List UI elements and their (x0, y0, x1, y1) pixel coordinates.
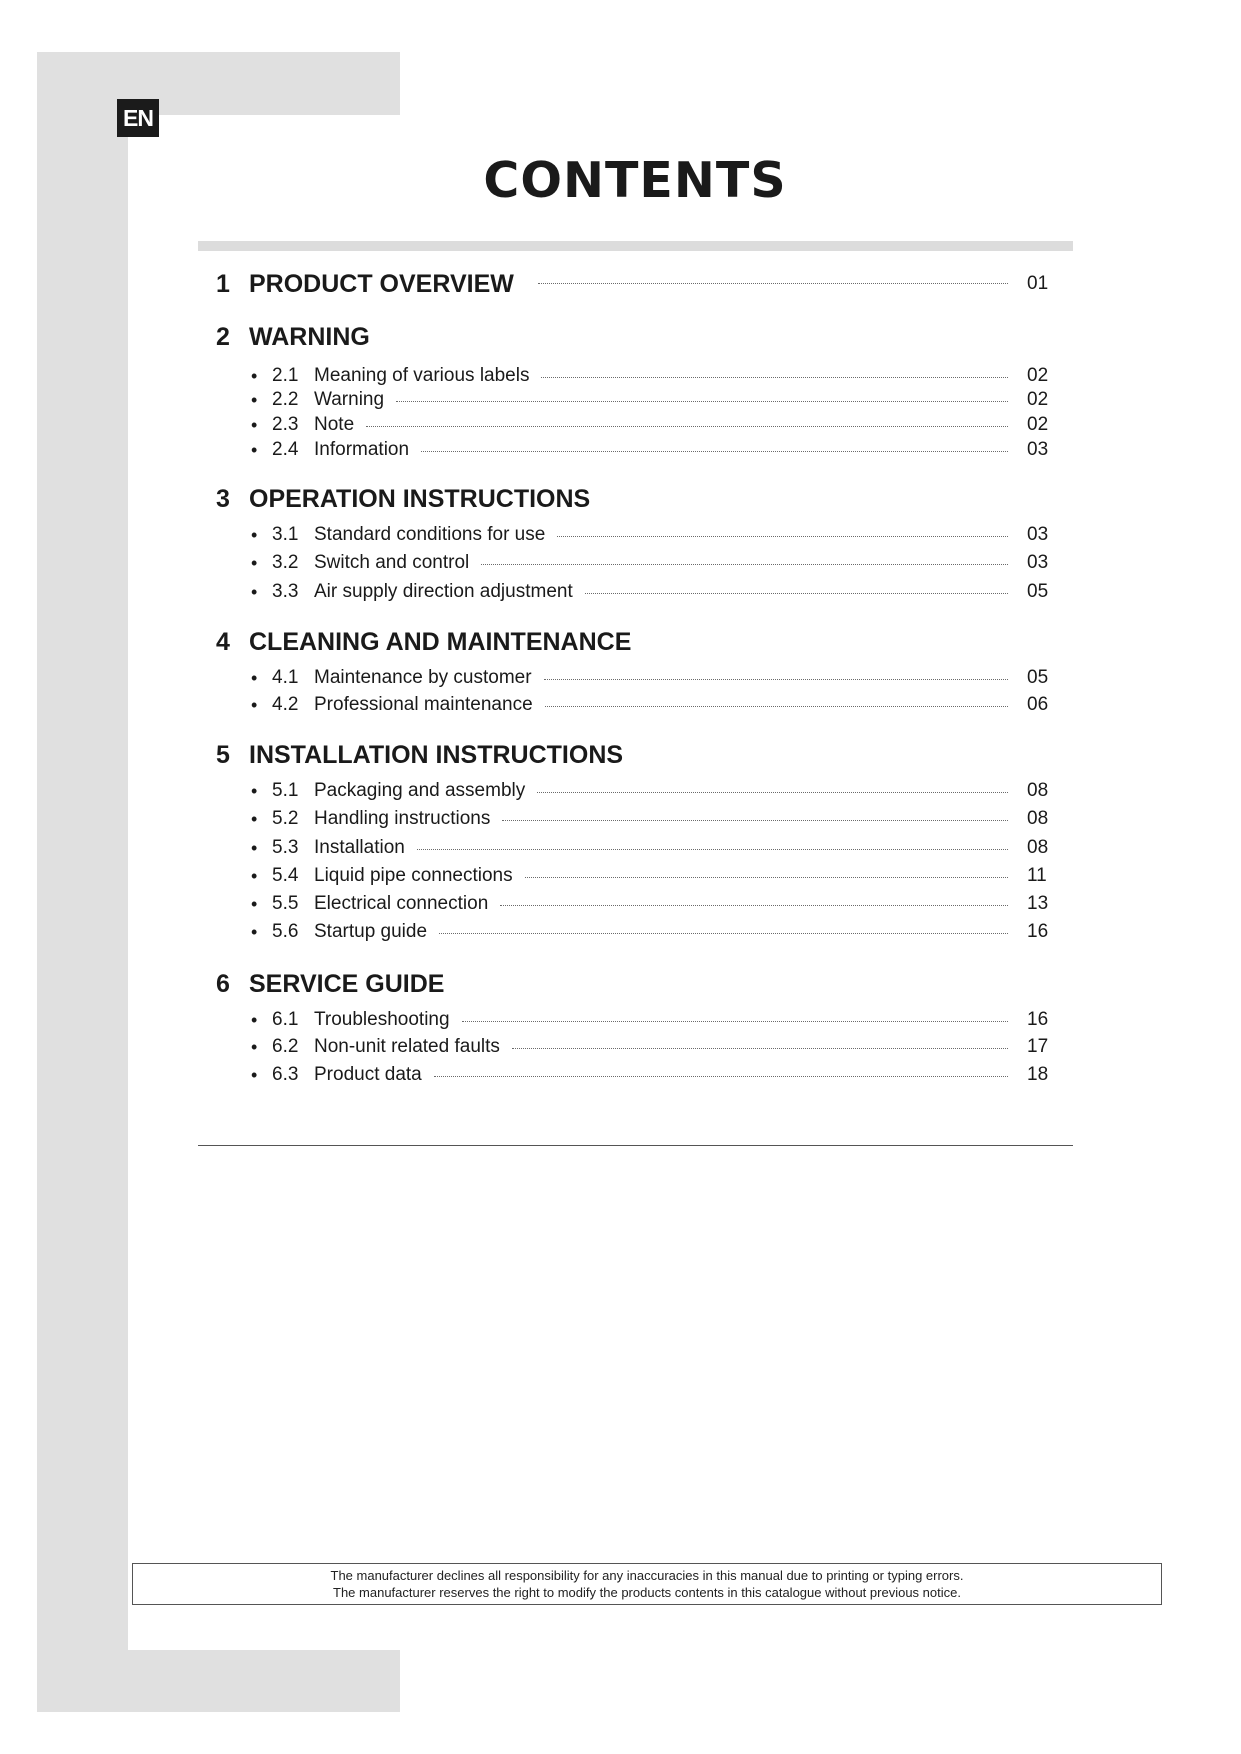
page-number: 05 (1027, 581, 1049, 602)
disclaimer-line-1: The manufacturer declines all responsibility for any inaccuracies in this manual due to printing or typing errors. (330, 1568, 964, 1583)
entry-number: 6.1 (272, 1009, 299, 1030)
page-number: 18 (1027, 1064, 1049, 1085)
page-number: 16 (1027, 921, 1049, 942)
toc-entry-row[interactable] (0, 666, 1241, 694)
entry-number: 4.1 (272, 667, 299, 688)
entry-title: Meaning of various labels (314, 365, 530, 386)
entry-title: Note (314, 414, 355, 435)
entry-number: 3.2 (272, 552, 299, 573)
toc-entry-row[interactable] (0, 580, 1241, 608)
entry-number: 6.3 (272, 1064, 299, 1085)
entry-title: Professional maintenance (314, 694, 533, 715)
dot-leader (500, 905, 1008, 906)
entry-number: 2.3 (272, 414, 299, 435)
dot-leader (439, 933, 1008, 934)
bullet-icon: • (251, 838, 258, 858)
bullet-icon: • (251, 440, 258, 460)
entry-title: Installation (314, 837, 405, 858)
dot-leader (434, 1076, 1008, 1077)
toc-section-row[interactable] (0, 970, 1241, 998)
page-number: 03 (1027, 552, 1049, 573)
entry-title: Electrical connection (314, 893, 489, 914)
dot-leader (541, 377, 1008, 378)
toc-entry-row[interactable] (0, 693, 1241, 721)
disclaimer-box (132, 1563, 1162, 1605)
entry-title: Liquid pipe connections (314, 865, 513, 886)
bullet-icon: • (251, 894, 258, 914)
entry-number: 2.2 (272, 389, 299, 410)
toc-section-row[interactable] (0, 323, 1241, 351)
section-title: SERVICE GUIDE (249, 970, 456, 998)
section-title: OPERATION INSTRUCTIONS (249, 485, 602, 513)
bullet-icon: • (251, 366, 258, 386)
dot-leader (396, 401, 1008, 402)
toc-section-row[interactable] (0, 270, 1241, 298)
dot-leader (537, 792, 1008, 793)
entry-title: Maintenance by customer (314, 667, 532, 688)
entry-title: Air supply direction adjustment (314, 581, 573, 602)
toc-entry-row[interactable] (0, 892, 1241, 920)
toc-entry-row[interactable] (0, 1063, 1241, 1091)
toc-entry-row[interactable] (0, 779, 1241, 807)
bullet-icon: • (251, 695, 258, 715)
entry-number: 5.3 (272, 837, 299, 858)
entry-number: 2.4 (272, 439, 299, 460)
section-number: 1 (216, 270, 230, 298)
bullet-icon: • (251, 415, 258, 435)
entry-number: 5.4 (272, 865, 299, 886)
section-number: 4 (216, 628, 230, 656)
section-number: 6 (216, 970, 230, 998)
bullet-icon: • (251, 781, 258, 801)
toc-entry-row[interactable] (0, 413, 1241, 441)
entry-title: Startup guide (314, 921, 428, 942)
disclaimer-line-2: The manufacturer reserves the right to modify the products contents in this catalogue without previous notice. (333, 1585, 961, 1600)
page-frame-bottom (37, 1650, 400, 1712)
section-title: WARNING (249, 323, 382, 351)
entry-number: 2.1 (272, 365, 299, 386)
dot-leader (481, 564, 1008, 565)
entry-number: 5.6 (272, 921, 299, 942)
toc-entry-row[interactable] (0, 836, 1241, 864)
page-number: 02 (1027, 365, 1049, 386)
entry-title: Handling instructions (314, 808, 491, 829)
toc-section-row[interactable] (0, 485, 1241, 513)
page-number: 08 (1027, 808, 1049, 829)
entry-title: Non-unit related faults (314, 1036, 500, 1057)
entry-title: Product data (314, 1064, 422, 1085)
entry-number: 5.1 (272, 780, 299, 801)
entry-title: Warning (314, 389, 385, 410)
dot-leader (502, 820, 1008, 821)
toc-entry-row[interactable] (0, 920, 1241, 948)
section-title: CLEANING AND MAINTENANCE (249, 628, 643, 656)
entry-number: 5.2 (272, 808, 299, 829)
toc-entry-row[interactable] (0, 1035, 1241, 1063)
section-number: 2 (216, 323, 230, 351)
language-badge: EN (117, 99, 159, 137)
dot-leader (417, 849, 1008, 850)
top-divider (198, 241, 1073, 251)
toc-entry-row[interactable] (0, 864, 1241, 892)
dot-leader (366, 426, 1008, 427)
entry-number: 3.3 (272, 581, 299, 602)
page-number: 03 (1027, 439, 1049, 460)
bullet-icon: • (251, 1037, 258, 1057)
dot-leader (525, 877, 1008, 878)
page-number: 11 (1027, 865, 1047, 886)
bottom-divider (198, 1145, 1073, 1146)
dot-leader (545, 706, 1008, 707)
toc-entry-row[interactable] (0, 1008, 1241, 1036)
toc-entry-row[interactable] (0, 438, 1241, 466)
page-number: 05 (1027, 667, 1049, 688)
page-number: 03 (1027, 524, 1049, 545)
entry-number: 5.5 (272, 893, 299, 914)
entry-title: Information (314, 439, 410, 460)
page-number: 13 (1027, 893, 1049, 914)
toc-entry-row[interactable] (0, 523, 1241, 551)
bullet-icon: • (251, 390, 258, 410)
page-number: 08 (1027, 780, 1049, 801)
entry-number: 6.2 (272, 1036, 299, 1057)
entry-title: Troubleshooting (314, 1009, 450, 1030)
entry-title: Switch and control (314, 552, 470, 573)
section-title: PRODUCT OVERVIEW (249, 270, 526, 298)
dot-leader (538, 283, 1008, 284)
entry-number: 4.2 (272, 694, 299, 715)
dot-leader (512, 1048, 1008, 1049)
bullet-icon: • (251, 668, 258, 688)
dot-leader (462, 1021, 1008, 1022)
page-number: 06 (1027, 694, 1049, 715)
page-number: 02 (1027, 414, 1049, 435)
entry-number: 3.1 (272, 524, 299, 545)
page-number: 08 (1027, 837, 1049, 858)
bullet-icon: • (251, 866, 258, 886)
page-number: 01 (1027, 273, 1049, 294)
bullet-icon: • (251, 809, 258, 829)
bullet-icon: • (251, 1065, 258, 1085)
page-title: CONTENTS (483, 152, 787, 209)
toc-entry-row[interactable] (0, 551, 1241, 579)
section-number: 5 (216, 741, 230, 769)
section-title: INSTALLATION INSTRUCTIONS (249, 741, 635, 769)
bullet-icon: • (251, 553, 258, 573)
dot-leader (557, 536, 1008, 537)
bullet-icon: • (251, 525, 258, 545)
bullet-icon: • (251, 922, 258, 942)
page-number: 16 (1027, 1009, 1049, 1030)
dot-leader (585, 593, 1008, 594)
dot-leader (421, 451, 1008, 452)
page-number: 02 (1027, 389, 1049, 410)
page-frame-top (37, 52, 400, 115)
entry-title: Packaging and assembly (314, 780, 526, 801)
entry-title: Standard conditions for use (314, 524, 546, 545)
toc-entry-row[interactable] (0, 807, 1241, 835)
dot-leader (544, 679, 1008, 680)
bullet-icon: • (251, 1010, 258, 1030)
section-number: 3 (216, 485, 230, 513)
page-number: 17 (1027, 1036, 1049, 1057)
bullet-icon: • (251, 582, 258, 602)
toc-entry-row[interactable] (0, 388, 1241, 416)
toc-section-row[interactable] (0, 628, 1241, 656)
toc-section-row[interactable] (0, 741, 1241, 769)
